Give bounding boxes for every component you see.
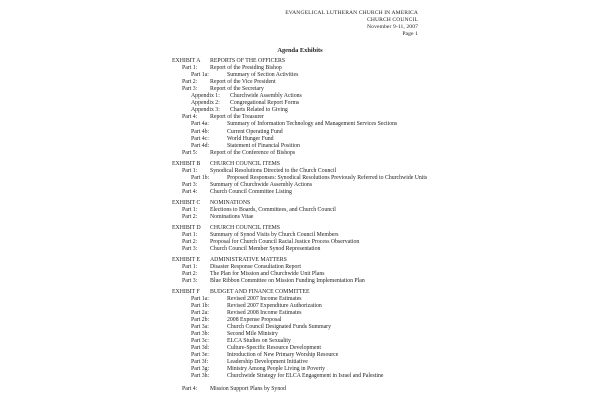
part-title: Disaster Response Consultation Report [210, 263, 301, 270]
part-label: Part 3: [182, 245, 198, 252]
exhibit-heading [172, 200, 250, 207]
exhibit-part-line [182, 182, 312, 189]
exhibit-title: ADMINISTRATIVE MATTERS [210, 256, 287, 263]
part-title: Revised 2008 Income Estimates [227, 309, 302, 316]
part-title: Charts Related to Giving [230, 107, 288, 114]
part-label: Part 3e: [191, 351, 209, 358]
exhibit-title: CHURCH COUNCIL ITEMS [210, 160, 280, 167]
exhibit-part-line [191, 121, 397, 128]
header-page-number: Page 1 [402, 31, 418, 37]
part-label: Part 3f: [191, 359, 209, 365]
exhibit-label: EXHIBIT D [172, 224, 201, 231]
part-title: 2008 Expense Proposal [227, 316, 282, 323]
exhibit-part-line [191, 345, 321, 352]
part-label: Part 5: [182, 149, 198, 156]
exhibit-part-line [191, 373, 383, 380]
part-label: Part 3d: [191, 344, 210, 351]
exhibit-part-line [191, 143, 300, 150]
part-label: Part 2: [182, 270, 198, 277]
part-label: Part 1b: [191, 174, 210, 181]
part-title: Second Mile Ministry [227, 330, 278, 337]
part-label: Part 2: [182, 213, 198, 220]
exhibit-part-line [191, 331, 278, 338]
part-title: Church Council Designated Funds Summary [227, 323, 332, 330]
part-title: Report of the Conference of Bishops [210, 149, 296, 156]
part-label: Part 4a: [191, 121, 209, 128]
part-title: Summary of Section Activities [227, 72, 299, 79]
part-title: Church Council Committee Listing [210, 188, 292, 195]
part-title: Congregational Report Forms [230, 100, 300, 107]
part-title: Elections to Boards, Committees, and Church Council [210, 206, 336, 213]
part-title: Revised 2007 Expenditure Authorization [227, 302, 322, 309]
exhibit-heading [172, 257, 287, 264]
part-title: Churchwide Assembly Actions [230, 93, 302, 100]
exhibit-part-line [191, 324, 331, 331]
part-title: Mission Support Plans by Synod [210, 386, 287, 393]
part-title: Nominations Vitae [210, 213, 254, 220]
exhibit-label: EXHIBIT A [172, 58, 201, 64]
part-title: Summary of Churchwide Assembly Actions [210, 181, 313, 188]
part-label: Part 2: [182, 238, 198, 245]
part-title: Revised 2007 Income Estimates [227, 295, 302, 302]
exhibit-label: EXHIBIT F [172, 288, 200, 295]
part-label: Part 2a: [191, 309, 209, 316]
part-label: Appendix 1: [191, 93, 220, 100]
exhibit-title: REPORTS OF THE OFFICERS [210, 58, 286, 64]
exhibit-part-line [191, 352, 338, 359]
exhibit-part-line [182, 264, 301, 271]
part-label: Part 3c: [191, 337, 209, 344]
exhibit-title: BUDGET AND FINANCE COMMITTEE [210, 288, 310, 295]
document-header [285, 10, 418, 38]
part-label: Part 1: [182, 206, 198, 213]
exhibit-part-line [191, 303, 322, 310]
part-label: Part 1: [182, 231, 198, 238]
page-title: Agenda Exhibits [277, 47, 323, 54]
exhibit-part-line [182, 189, 292, 196]
part-label: Part 1: [182, 263, 198, 270]
part-label: Part 4b: [191, 128, 210, 135]
part-title: Report of the Treasurer [210, 114, 264, 121]
exhibit-part-line [182, 214, 254, 221]
part-title: Summary of Synod Visits by Church Council Members [210, 231, 339, 238]
exhibit-label: EXHIBIT E [172, 256, 201, 263]
part-title: The Plan for Mission and Churchwide Unit Plans [210, 270, 325, 277]
exhibit-part-line [182, 150, 295, 157]
part-title: World Hunger Fund [227, 135, 274, 142]
header-organization: EVANGELICAL LUTHERAN CHURCH IN AMERICA [285, 10, 418, 16]
exhibit-title: CHURCH COUNCIL ITEMS [210, 224, 280, 231]
part-label: Part 4c: [191, 135, 209, 142]
exhibit-part-line [182, 239, 359, 246]
header-dates: November 9-11, 2007 [367, 24, 418, 30]
part-label: Part 1: [182, 65, 198, 72]
exhibit-part-line [191, 93, 302, 100]
part-label: Part 4: [182, 114, 198, 121]
exhibit-part-line [191, 317, 281, 324]
exhibit-part-line [191, 366, 325, 373]
exhibit-part-line [182, 278, 365, 285]
exhibit-part-line [191, 359, 308, 366]
exhibit-part-line [182, 246, 320, 253]
part-label: Part 4d: [191, 142, 210, 149]
part-title: Report of the Secretary [210, 86, 264, 93]
exhibit-part-line [191, 296, 302, 303]
part-title: ELCA Studies on Sexuality [227, 337, 291, 344]
part-title: Proposed Responses: Synodical Resolutions Previously Referred to Churchwide Units [227, 174, 428, 181]
part-label: Part 4: [182, 386, 198, 393]
part-title: Proposal for Church Council Racial Justice Process Observation [210, 238, 360, 245]
part-title: Current Operating Fund [227, 128, 283, 135]
exhibit-heading [172, 225, 280, 232]
part-title: Blue Ribbon Committee on Mission Funding Implementation Plan [210, 277, 365, 284]
exhibit-title: NOMINATIONS [210, 199, 251, 206]
part-title: Summary of Information Technology and Management Services Sections [227, 121, 398, 128]
exhibit-part-line [191, 175, 427, 182]
exhibit-label: EXHIBIT B [172, 160, 201, 167]
exhibit-part-line [191, 136, 274, 143]
part-label: Part 4: [182, 188, 198, 195]
exhibit-part-line [191, 100, 299, 107]
exhibit-part-line [182, 232, 339, 239]
part-title: Synodical Resolutions Directed to the Church Council [210, 167, 337, 174]
part-title: Report of the Vice President [210, 79, 276, 86]
exhibit-heading [172, 58, 285, 65]
part-label: Part 3h: [191, 373, 210, 380]
header-body: CHURCH COUNCIL [367, 17, 418, 23]
part-label: Part 1b: [191, 302, 210, 309]
part-title: Leadership Development Initiative [227, 359, 308, 365]
exhibit-part-line [191, 310, 302, 317]
part-label: Part 2b: [191, 316, 210, 323]
part-label: Part 3: [182, 181, 198, 188]
exhibit-part-line [182, 65, 282, 72]
part-label: Part 3: [182, 277, 198, 284]
part-label: Part 1a: [191, 72, 209, 79]
part-label: Part 2: [182, 79, 198, 86]
exhibit-label: EXHIBIT C [172, 199, 201, 206]
part-title: Church Council Member Synod Representation [210, 245, 321, 252]
part-label: Part 1a: [191, 295, 209, 302]
exhibit-part-line [182, 207, 336, 214]
part-label: Appendix 3: [191, 107, 220, 114]
exhibit-part-line [182, 386, 286, 393]
part-title: Ministry Among People Living in Poverty [227, 366, 326, 373]
exhibit-part-line [191, 129, 283, 136]
part-label: Part 3g: [191, 366, 210, 373]
part-title: Statement of Financial Position [227, 142, 300, 149]
part-title: Culture-Specific Resource Development [227, 344, 322, 351]
exhibit-part-line [191, 338, 291, 345]
part-title: Report of the Presiding Bishop [210, 65, 282, 72]
part-label: Part 3: [182, 86, 198, 93]
part-label: Part 3b: [191, 330, 210, 337]
part-title: Introduction of New Primary Worship Resource [227, 351, 339, 358]
exhibit-part-line [182, 168, 336, 175]
part-title: Churchwide Strategy for ELCA Engagement in Israel and Palestine [227, 373, 384, 380]
part-label: Appendix 2: [191, 100, 220, 107]
exhibit-part-line [182, 271, 324, 278]
exhibit-part-line [182, 86, 264, 93]
part-label: Part 1: [182, 167, 198, 174]
part-label: Part 3a: [191, 323, 209, 330]
exhibit-heading [172, 289, 310, 296]
exhibit-heading [172, 161, 280, 168]
